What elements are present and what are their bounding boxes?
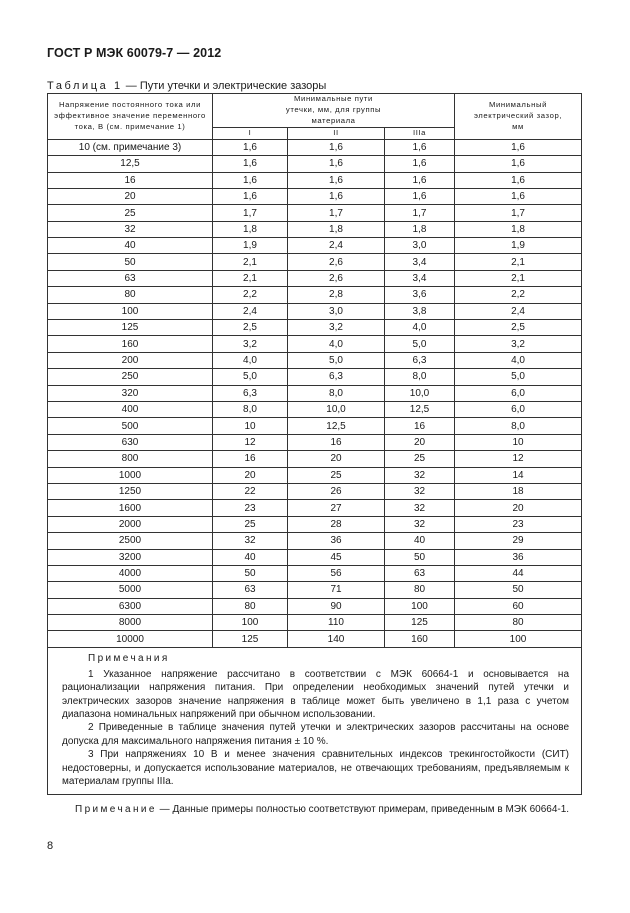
cell-voltage: 500 <box>48 418 213 434</box>
cell-group-ii: 26 <box>288 483 385 499</box>
cell-group-iiia: 1,8 <box>385 221 455 237</box>
cell-group-i: 23 <box>213 500 288 516</box>
cell-clearance: 1,9 <box>455 238 582 254</box>
note-1: 1 Указанное напряжение рассчитано в соответствии с МЭК 60664-1 и основывается на рационализации напряжения питания. При определении необходимых значений путей утечки и электрических зазоров значение напряжения в таблице может быть увеличено в 1,1 раза с учетом диапазона номинальных напряжений при обычном использовании. <box>62 668 570 721</box>
cell-group-iiia: 3,4 <box>385 254 455 270</box>
table-row <box>48 238 582 254</box>
cell-clearance: 1,6 <box>455 139 582 155</box>
cell-voltage: 1000 <box>48 467 213 483</box>
page-number: 8 <box>47 840 54 852</box>
cell-voltage: 320 <box>48 385 213 401</box>
cell-group-ii: 2,6 <box>288 254 385 270</box>
cell-group-ii: 27 <box>288 500 385 516</box>
cell-group-iiia: 50 <box>385 549 455 565</box>
cell-group-i: 2,5 <box>213 320 288 336</box>
cell-group-i: 10 <box>213 418 288 434</box>
cell-group-ii: 2,8 <box>288 287 385 303</box>
header-group-i: I <box>213 127 288 139</box>
cell-group-i: 1,9 <box>213 238 288 254</box>
cell-group-iiia: 125 <box>385 615 455 631</box>
cell-group-i: 1,6 <box>213 172 288 188</box>
cell-group-i: 1,6 <box>213 156 288 172</box>
cell-group-ii: 1,6 <box>288 188 385 204</box>
cell-clearance: 2,1 <box>455 270 582 286</box>
cell-voltage: 50 <box>48 254 213 270</box>
cell-group-ii: 1,6 <box>288 172 385 188</box>
table-row <box>48 516 582 532</box>
table-row <box>48 549 582 565</box>
cell-group-iiia: 12,5 <box>385 402 455 418</box>
cell-group-iiia: 10,0 <box>385 385 455 401</box>
cell-clearance: 2,1 <box>455 254 582 270</box>
table-row <box>48 254 582 270</box>
cell-group-i: 2,4 <box>213 303 288 319</box>
table-row <box>48 320 582 336</box>
cell-group-iiia: 3,4 <box>385 270 455 286</box>
cell-group-ii: 25 <box>288 467 385 483</box>
table-row <box>48 287 582 303</box>
table-row <box>48 270 582 286</box>
cell-group-ii: 20 <box>288 451 385 467</box>
cell-group-i: 1,8 <box>213 221 288 237</box>
cell-group-i: 25 <box>213 516 288 532</box>
table-row <box>48 139 582 155</box>
cell-group-ii: 1,6 <box>288 139 385 155</box>
cell-voltage: 1600 <box>48 500 213 516</box>
table-row <box>48 631 582 647</box>
header-group-ii: II <box>288 127 385 139</box>
cell-group-i: 2,1 <box>213 270 288 286</box>
cell-voltage: 20 <box>48 188 213 204</box>
cell-group-i: 2,2 <box>213 287 288 303</box>
table-row <box>48 172 582 188</box>
cell-group-i: 12 <box>213 434 288 450</box>
cell-clearance: 8,0 <box>455 418 582 434</box>
cell-voltage: 630 <box>48 434 213 450</box>
cell-group-i: 4,0 <box>213 352 288 368</box>
note-2: 2 Приведенные в таблице значения путей утечки и электрических зазоров рассчитаны на основе допуска для максимального напряжения питания ± 10 %. <box>62 722 570 747</box>
cell-group-iiia: 32 <box>385 516 455 532</box>
cell-group-ii: 56 <box>288 565 385 581</box>
cell-voltage: 200 <box>48 352 213 368</box>
cell-voltage: 10 (см. примечание 3) <box>48 139 213 155</box>
cell-clearance: 1,8 <box>455 221 582 237</box>
cell-group-iiia: 5,0 <box>385 336 455 352</box>
table-row <box>48 582 582 598</box>
cell-voltage: 63 <box>48 270 213 286</box>
note-3: 3 При напряжениях 10 В и менее значения сравнительных индексов трекингостойкости (СИТ) недостоверны, и допускается использование материалов, не отвечающих требованиям, предъявляемым к материалам группы IIIa. <box>62 749 570 788</box>
cell-group-iiia: 4,0 <box>385 320 455 336</box>
table-row <box>48 156 582 172</box>
cell-group-iiia: 63 <box>385 565 455 581</box>
footnote-label: Примечание <box>75 804 157 815</box>
cell-clearance: 12 <box>455 451 582 467</box>
cell-group-ii: 4,0 <box>288 336 385 352</box>
cell-voltage: 16 <box>48 172 213 188</box>
cell-voltage: 2500 <box>48 533 213 549</box>
header-clearance: Минимальный электрический зазор, мм <box>455 94 582 140</box>
cell-group-i: 125 <box>213 631 288 647</box>
cell-group-ii: 2,6 <box>288 270 385 286</box>
cell-group-ii: 28 <box>288 516 385 532</box>
cell-voltage: 25 <box>48 205 213 221</box>
cell-voltage: 250 <box>48 369 213 385</box>
table-row <box>48 467 582 483</box>
cell-group-iiia: 1,6 <box>385 188 455 204</box>
cell-group-iiia: 8,0 <box>385 369 455 385</box>
cell-clearance: 5,0 <box>455 369 582 385</box>
cell-clearance: 100 <box>455 631 582 647</box>
header-creepage: Минимальные пути утечки, мм, для группы материала <box>213 94 455 128</box>
cell-voltage: 6300 <box>48 598 213 614</box>
cell-group-ii: 1,8 <box>288 221 385 237</box>
cell-clearance: 6,0 <box>455 385 582 401</box>
cell-voltage: 1250 <box>48 483 213 499</box>
cell-group-iiia: 25 <box>385 451 455 467</box>
cell-group-iiia: 80 <box>385 582 455 598</box>
cell-group-iiia: 1,6 <box>385 172 455 188</box>
cell-clearance: 60 <box>455 598 582 614</box>
cell-group-i: 6,3 <box>213 385 288 401</box>
table-row <box>48 598 582 614</box>
table-row <box>48 303 582 319</box>
cell-clearance: 6,0 <box>455 402 582 418</box>
table-row <box>48 483 582 499</box>
cell-group-ii: 16 <box>288 434 385 450</box>
table-row <box>48 434 582 450</box>
cell-group-ii: 1,6 <box>288 156 385 172</box>
cell-group-i: 22 <box>213 483 288 499</box>
table-row <box>48 402 582 418</box>
table-row <box>48 369 582 385</box>
table-row <box>48 336 582 352</box>
cell-group-i: 1,7 <box>213 205 288 221</box>
cell-group-iiia: 1,6 <box>385 156 455 172</box>
cell-clearance: 14 <box>455 467 582 483</box>
table-row <box>48 352 582 368</box>
creepage-clearance-table <box>47 93 582 795</box>
table-row <box>48 205 582 221</box>
cell-clearance: 20 <box>455 500 582 516</box>
cell-group-iiia: 1,7 <box>385 205 455 221</box>
cell-voltage: 3200 <box>48 549 213 565</box>
cell-clearance: 36 <box>455 549 582 565</box>
header-group-iiia: IIIa <box>385 127 455 139</box>
cell-clearance: 80 <box>455 615 582 631</box>
cell-group-iiia: 40 <box>385 533 455 549</box>
cell-voltage: 125 <box>48 320 213 336</box>
cell-group-iiia: 1,6 <box>385 139 455 155</box>
cell-group-i: 3,2 <box>213 336 288 352</box>
cell-group-i: 40 <box>213 549 288 565</box>
cell-voltage: 80 <box>48 287 213 303</box>
cell-voltage: 40 <box>48 238 213 254</box>
cell-group-iiia: 32 <box>385 467 455 483</box>
table-row <box>48 385 582 401</box>
table-caption <box>47 80 326 92</box>
table-row <box>48 533 582 549</box>
cell-group-iiia: 3,8 <box>385 303 455 319</box>
cell-group-i: 2,1 <box>213 254 288 270</box>
table-row <box>48 221 582 237</box>
cell-group-i: 32 <box>213 533 288 549</box>
cell-group-i: 1,6 <box>213 139 288 155</box>
cell-group-iiia: 3,6 <box>385 287 455 303</box>
table-row <box>48 565 582 581</box>
cell-group-i: 16 <box>213 451 288 467</box>
cell-group-iiia: 32 <box>385 500 455 516</box>
table-caption-label: Таблица 1 <box>47 80 123 92</box>
cell-group-ii: 3,0 <box>288 303 385 319</box>
cell-clearance: 10 <box>455 434 582 450</box>
cell-group-ii: 1,7 <box>288 205 385 221</box>
cell-group-iiia: 100 <box>385 598 455 614</box>
cell-group-ii: 110 <box>288 615 385 631</box>
cell-group-i: 1,6 <box>213 188 288 204</box>
cell-group-i: 20 <box>213 467 288 483</box>
notes-row <box>48 647 582 794</box>
cell-clearance: 2,2 <box>455 287 582 303</box>
cell-clearance: 29 <box>455 533 582 549</box>
cell-voltage: 100 <box>48 303 213 319</box>
notes-cell <box>48 647 582 794</box>
table-caption-text: — Пути утечки и электрические зазоры <box>125 80 327 92</box>
cell-voltage: 800 <box>48 451 213 467</box>
cell-voltage: 12,5 <box>48 156 213 172</box>
footnote <box>47 803 581 816</box>
cell-voltage: 160 <box>48 336 213 352</box>
cell-group-ii: 71 <box>288 582 385 598</box>
table-row <box>48 500 582 516</box>
cell-group-ii: 8,0 <box>288 385 385 401</box>
cell-group-i: 5,0 <box>213 369 288 385</box>
cell-clearance: 4,0 <box>455 352 582 368</box>
cell-group-ii: 90 <box>288 598 385 614</box>
cell-clearance: 44 <box>455 565 582 581</box>
cell-group-ii: 36 <box>288 533 385 549</box>
cell-group-ii: 10,0 <box>288 402 385 418</box>
cell-clearance: 1,6 <box>455 156 582 172</box>
cell-clearance: 2,5 <box>455 320 582 336</box>
table-row <box>48 615 582 631</box>
cell-clearance: 18 <box>455 483 582 499</box>
cell-group-ii: 12,5 <box>288 418 385 434</box>
table-row <box>48 418 582 434</box>
cell-clearance: 50 <box>455 582 582 598</box>
cell-clearance: 1,6 <box>455 188 582 204</box>
cell-group-i: 63 <box>213 582 288 598</box>
cell-group-iiia: 32 <box>385 483 455 499</box>
cell-group-iiia: 6,3 <box>385 352 455 368</box>
cell-clearance: 1,6 <box>455 172 582 188</box>
cell-voltage: 8000 <box>48 615 213 631</box>
table-row <box>48 451 582 467</box>
cell-voltage: 10000 <box>48 631 213 647</box>
cell-group-i: 50 <box>213 565 288 581</box>
cell-group-ii: 6,3 <box>288 369 385 385</box>
cell-group-iiia: 20 <box>385 434 455 450</box>
cell-group-i: 8,0 <box>213 402 288 418</box>
cell-group-ii: 3,2 <box>288 320 385 336</box>
cell-group-i: 80 <box>213 598 288 614</box>
notes-title: Примечания <box>88 652 170 664</box>
cell-voltage: 4000 <box>48 565 213 581</box>
cell-clearance: 3,2 <box>455 336 582 352</box>
cell-voltage: 400 <box>48 402 213 418</box>
cell-voltage: 32 <box>48 221 213 237</box>
header-voltage: Напряжение постоянного тока или эффективное значение переменного тока, В (см. примечание 1) <box>48 94 213 140</box>
cell-group-i: 100 <box>213 615 288 631</box>
cell-group-ii: 5,0 <box>288 352 385 368</box>
table-row <box>48 188 582 204</box>
footnote-text: — Данные примеры полностью соответствуют примерам, приведенным в МЭК 60664-1. <box>159 804 570 815</box>
cell-clearance: 23 <box>455 516 582 532</box>
cell-voltage: 5000 <box>48 582 213 598</box>
table-body <box>48 139 582 794</box>
cell-group-ii: 45 <box>288 549 385 565</box>
cell-group-ii: 2,4 <box>288 238 385 254</box>
cell-clearance: 1,7 <box>455 205 582 221</box>
document-header: ГОСТ Р МЭК 60079-7 — 2012 <box>47 46 222 60</box>
cell-voltage: 2000 <box>48 516 213 532</box>
cell-group-iiia: 160 <box>385 631 455 647</box>
cell-group-iiia: 3,0 <box>385 238 455 254</box>
cell-group-iiia: 16 <box>385 418 455 434</box>
cell-group-ii: 140 <box>288 631 385 647</box>
cell-clearance: 2,4 <box>455 303 582 319</box>
